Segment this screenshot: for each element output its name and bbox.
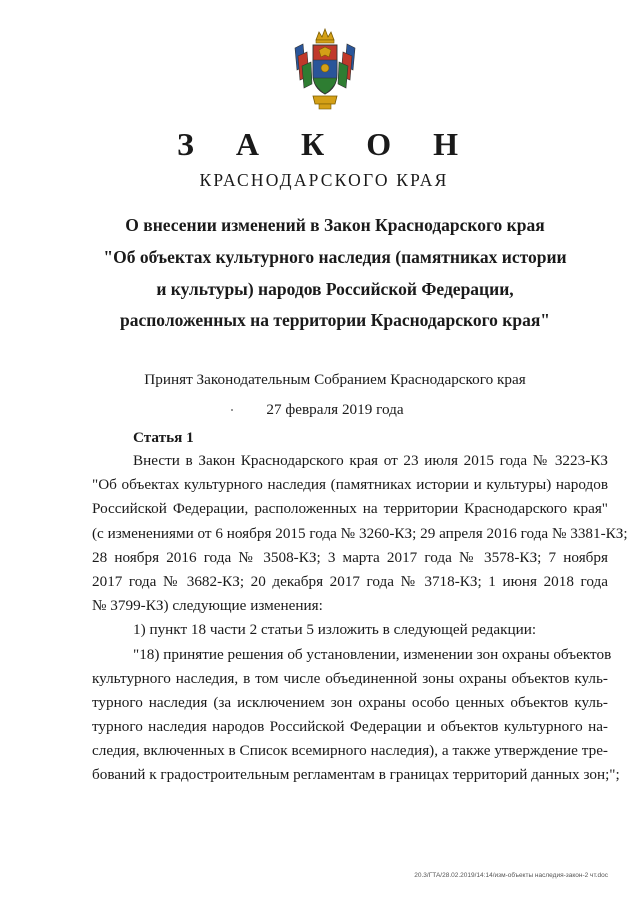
body-line: 1) пункт 18 части 2 статьи 5 изложить в следующей редакции: — [133, 621, 537, 639]
body-line: "Об объектах культурного наследия (памятниках истории и культуры) народов — [92, 476, 608, 494]
heading-line: О внесении изменений в Закон Краснодарского края — [125, 215, 545, 235]
body-line: Внести в Закон Краснодарского края от 23 июля 2015 года № 3223-КЗ — [133, 452, 608, 469]
heading-line: расположенных на территории Краснодарского края" — [119, 310, 551, 331]
coat-of-arms-emblem — [289, 26, 361, 112]
adoption-note — [100, 365, 570, 425]
article-body — [92, 449, 628, 788]
body-line: бований к градостроительным регламентам в границах территорий данных зон;"; — [92, 766, 620, 784]
article-title: Статья 1 — [133, 429, 194, 446]
document-footer-path: 20.3/ГТА/28.02.2019/14:14/изм-объекты наследия-закон-2 чт.doc — [414, 872, 608, 879]
body-line: культурного наследия, в том числе объединенной зоны охраны объектов куль- — [92, 669, 608, 687]
scan-speck — [231, 409, 233, 411]
body-line: турного наследия народов Российской Федерации и объектов культурного на- — [92, 718, 608, 736]
law-heading — [100, 210, 570, 337]
law-title: З А К О Н — [177, 126, 475, 162]
body-line: Российской Федерации, расположенных на территории Краснодарского края" — [92, 500, 608, 518]
adoption-line: Принят Законодательным Собранием Краснодарского края — [144, 371, 526, 388]
body-line: № 3799-КЗ) следующие изменения: — [92, 597, 323, 615]
body-line: 28 ноября 2016 года № 3508-КЗ; 3 марта 2017 года № 3578-КЗ; 7 ноября — [92, 548, 608, 566]
body-line: турного наследия (за исключением зон охраны особо ценных объектов куль- — [92, 693, 608, 711]
heading-line: и культуры) народов Российской Федерации, — [156, 278, 514, 299]
body-line: "18) принятие решения об установлении, изменении зон охраны объектов — [133, 645, 612, 663]
adoption-date: 27 февраля 2019 года — [266, 401, 404, 418]
body-line: 2017 года № 3682-КЗ; 20 декабря 2017 года № 3718-КЗ; 1 июня 2018 года — [92, 572, 608, 590]
body-line: следия, включенных в Список всемирного наследия), а также утверждение тре- — [92, 742, 608, 760]
body-line: (с изменениями от 6 ноября 2015 года № 3260-КЗ; 29 апреля 2016 года № 3381-КЗ; — [92, 524, 628, 542]
law-subtitle: КРАСНОДАРСКОГО КРАЯ — [199, 170, 449, 190]
heading-line: "Об объектах культурного наследия (памятниках истории — [103, 246, 567, 267]
